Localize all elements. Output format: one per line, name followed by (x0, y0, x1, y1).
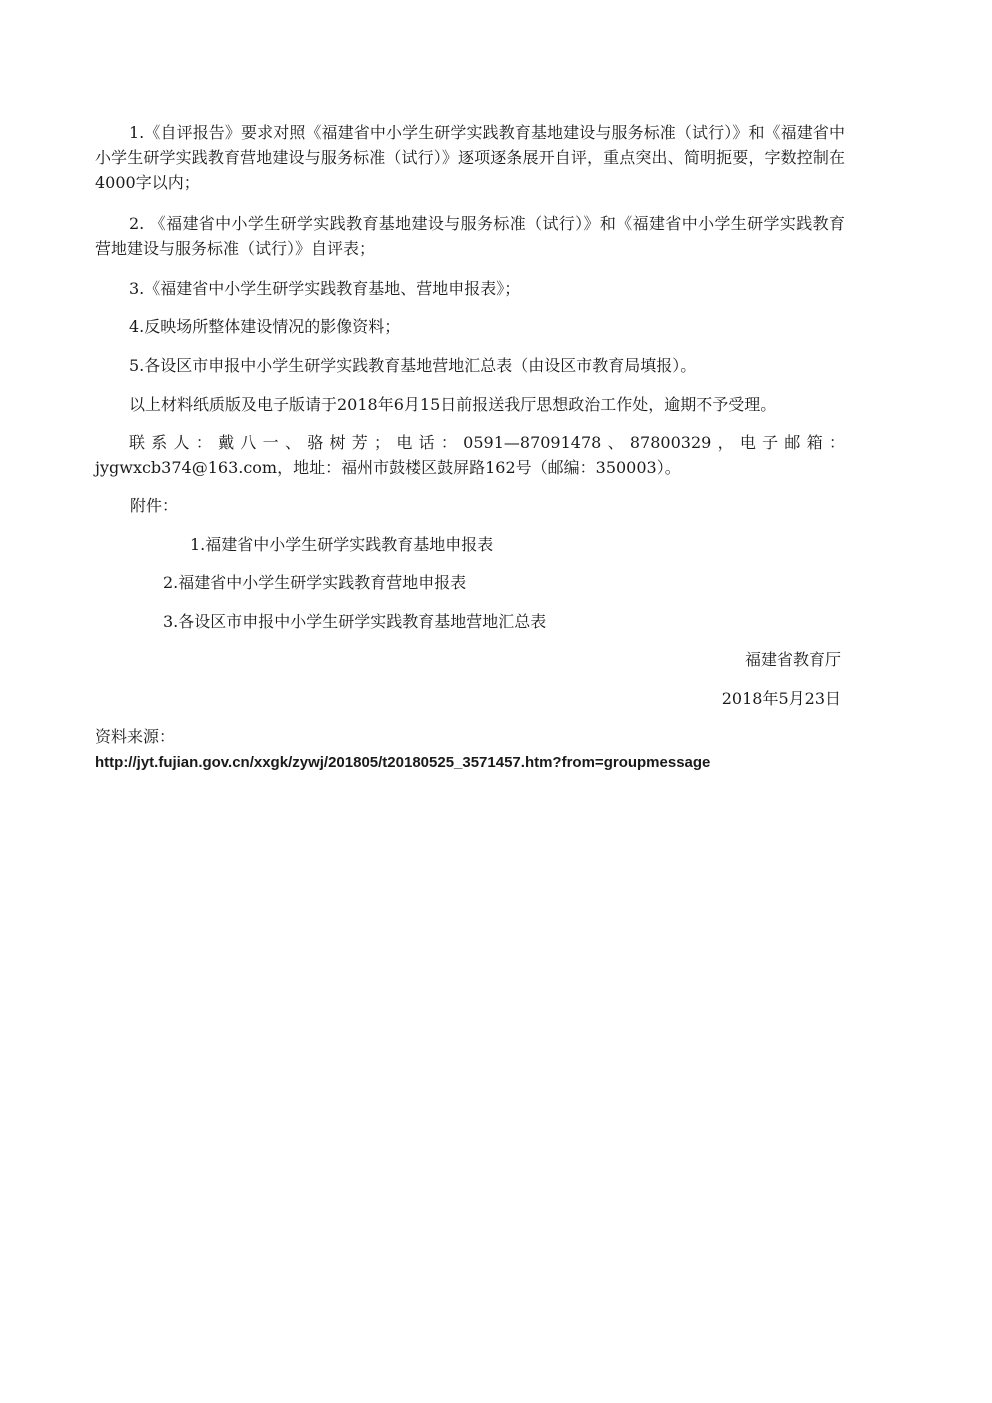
source-link[interactable]: http://jyt.fujian.gov.cn/xxgk/zywj/201805/t20180525_3571457.htm?from=groupmessage (95, 754, 711, 771)
requirement-item-2: 2. 《福建省中小学生研学实践教育基地建设与服务标准（试行）》和《福建省中小学生研学实践教育营地建设与服务标准（试行）》自评表； (95, 214, 845, 258)
requirement-item-1: 1.《自评报告》要求对照《福建省中小学生研学实践教育基地建设与服务标准（试行）》和《福建省中小学生研学实践教育营地建设与服务标准（试行）》逐项逐条展开自评，重点突出、简明扼要，字数控制在4000字以内； (95, 123, 845, 192)
requirement-item-5: 5.各设区市申报中小学生研学实践教育基地营地汇总表（由设区市教育局填报）。 (129, 356, 697, 375)
signature-date: 2018年5月23日 (721, 689, 841, 708)
contact-info: 联系人：戴八一、骆树芳；电话：0591—87091478、87800329，电子邮箱：jygwxcb374@163.com，地址：福州市鼓楼区鼓屏路162号（邮编：350003）。 (95, 433, 845, 477)
signature-org: 福建省教育厅 (744, 650, 841, 669)
deadline-notice: 以上材料纸质版及电子版请于2018年6月15日前报送我厅思想政治工作处，逾期不予受理。 (129, 395, 777, 414)
requirement-item-3: 3.《福建省中小学生研学实践教育基地、营地申报表》； (129, 279, 521, 298)
attachments-label: 附件： (130, 496, 179, 515)
requirement-item-4: 4.反映场所整体建设情况的影像资料； (129, 317, 401, 336)
attachment-item-1: 1.福建省中小学生研学实践教育基地申报表 (190, 535, 494, 554)
attachment-item-3: 3.各设区市申报中小学生研学实践教育基地营地汇总表 (163, 612, 547, 631)
source-label: 资料来源： (95, 727, 176, 746)
attachment-item-2: 2.福建省中小学生研学实践教育营地申报表 (163, 573, 467, 592)
